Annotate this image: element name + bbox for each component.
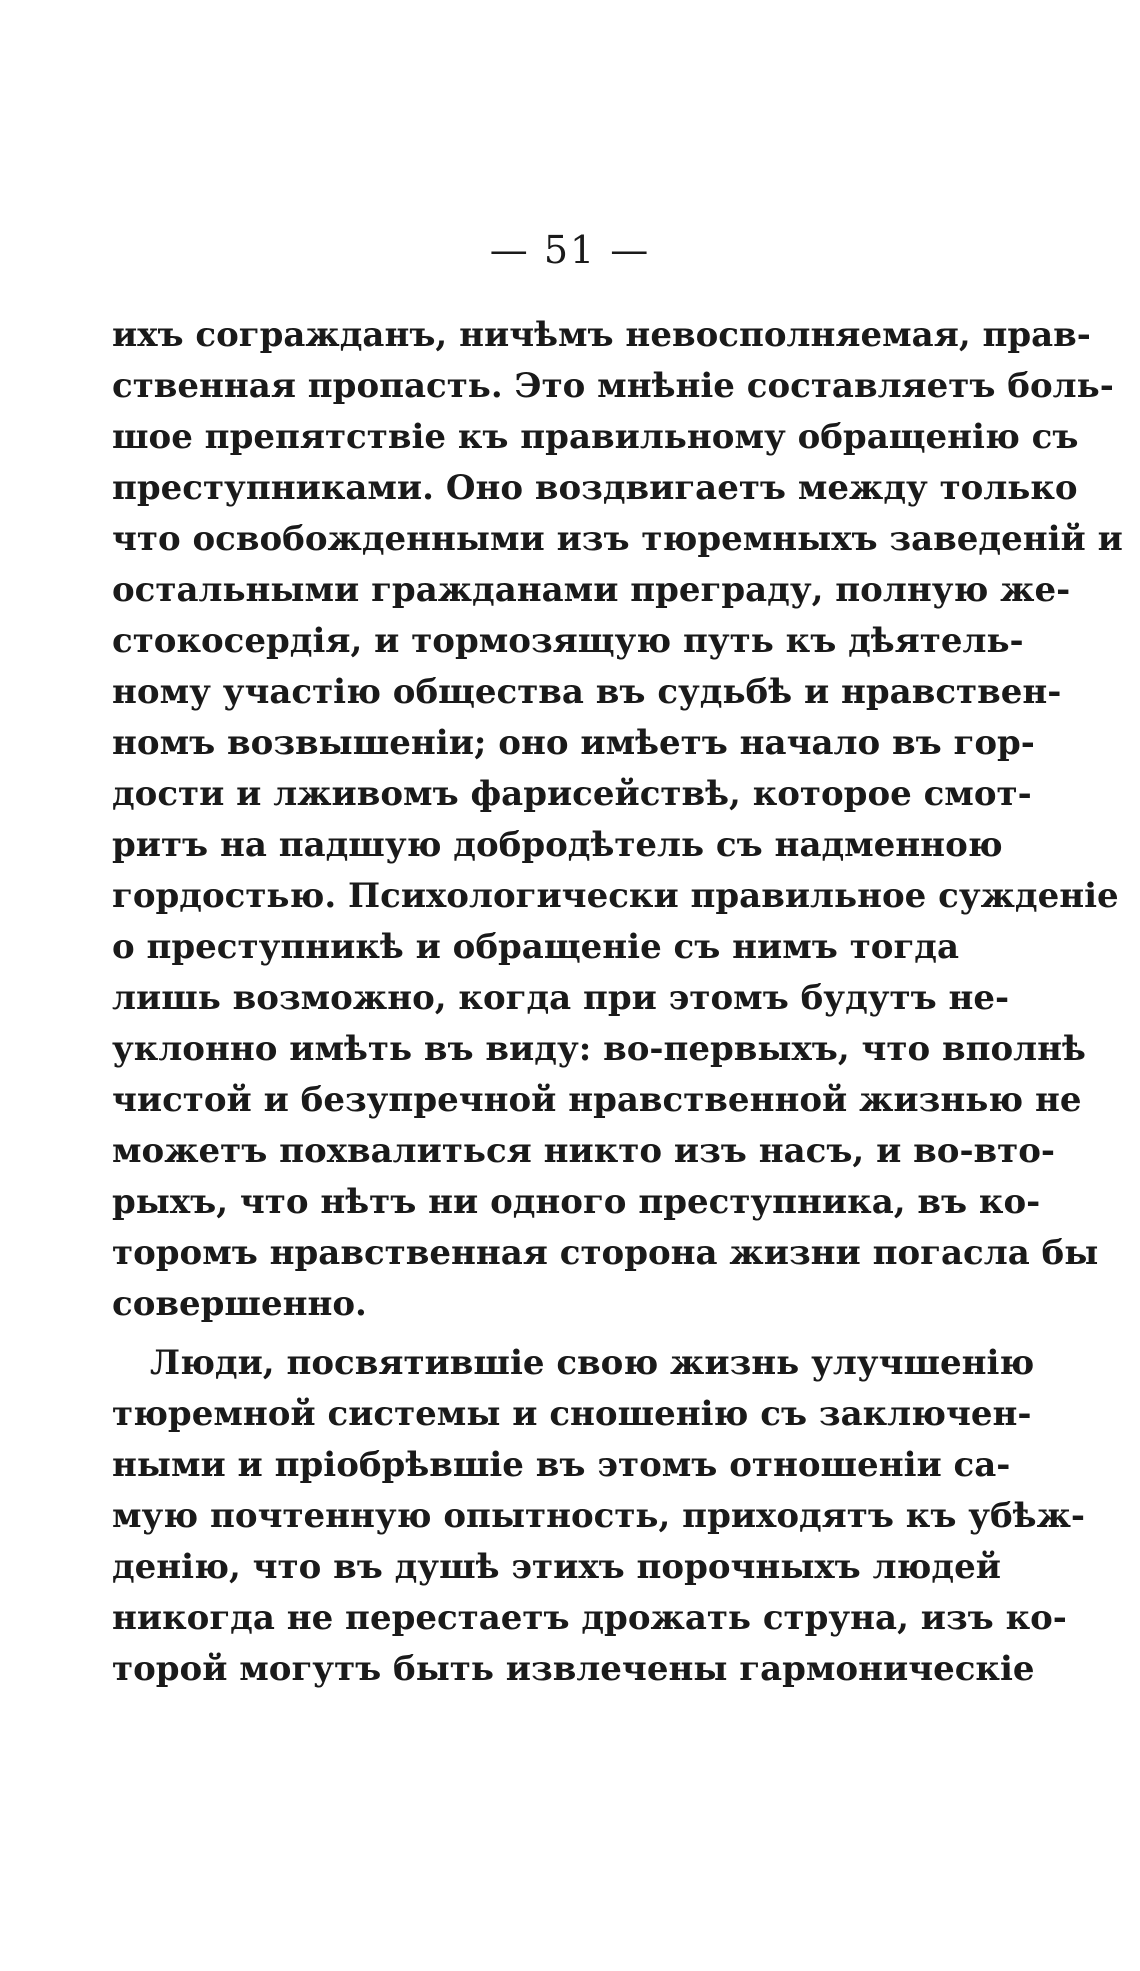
text-line: дости и лживомъ фарисействѣ, которое смот-	[112, 774, 1032, 814]
text-line: чистой и безупречной нравственной жизнью не	[112, 1080, 1082, 1120]
text-line: торой могутъ быть извлечены гармоническіе	[112, 1649, 1035, 1689]
paragraph-gap	[112, 1330, 888, 1338]
text-line: мую почтенную опытность, приходятъ къ убѣж-	[112, 1496, 1086, 1536]
page-number: — 51 —	[489, 228, 651, 272]
text-line: ному участію общества въ судьбѣ и нравствен-	[112, 672, 1062, 712]
text-line: уклонно имѣть въ виду: во-первыхъ, что вполнѣ	[112, 1029, 1086, 1069]
text-line: гордостью. Психологически правильное сужденіе	[112, 876, 1119, 916]
text-line: ритъ на падшую добродѣтель съ надменною	[112, 825, 1003, 865]
text-line: рыхъ, что нѣтъ ни одного преступника, въ ко-	[112, 1182, 1041, 1222]
text-line: стокосердія, и тормозящую путь къ дѣятель-	[112, 621, 1024, 661]
text-line: преступниками. Оно воздвигаетъ между только	[112, 468, 1078, 508]
text-line: шое препятствіе къ правильному обращенію съ	[112, 417, 1079, 457]
text-line: совершенно.	[112, 1284, 367, 1324]
text-line: Люди, посвятившіе свою жизнь улучшенію	[150, 1343, 1035, 1383]
text-line: о преступникѣ и обращеніе съ нимъ тогда	[112, 927, 959, 967]
text-line: можетъ похвалиться никто изъ насъ, и во-вто-	[112, 1131, 1056, 1171]
text-line: ихъ согражданъ, ничѣмъ невосполняемая, прав-	[112, 315, 1091, 355]
text-line: остальными гражданами преграду, полную же-	[112, 570, 1071, 610]
text-line: денію, что въ душѣ этихъ порочныхъ людей	[112, 1547, 1001, 1587]
paragraph-1	[112, 310, 1123, 1330]
text-line: что освобожденными изъ тюремныхъ заведеній и	[112, 519, 1123, 559]
text-line: ными и пріобрѣвшіе въ этомъ отношеніи са-	[112, 1445, 1011, 1485]
text-line: ственная пропасть. Это мнѣніе составляетъ боль-	[112, 366, 1114, 406]
text-line: никогда не перестаетъ дрожать струна, изъ ко-	[112, 1598, 1067, 1638]
body-text	[112, 310, 1123, 1695]
text-line: тюремной системы и сношенію съ заключен-	[112, 1394, 1032, 1434]
text-line: торомъ нравственная сторона жизни погасла бы	[112, 1233, 1099, 1273]
paragraph-2	[112, 1338, 1086, 1695]
text-line: лишь возможно, когда при этомъ будутъ не-	[112, 978, 1010, 1018]
text-line: номъ возвышеніи; оно имѣетъ начало въ гор-	[112, 723, 1035, 763]
